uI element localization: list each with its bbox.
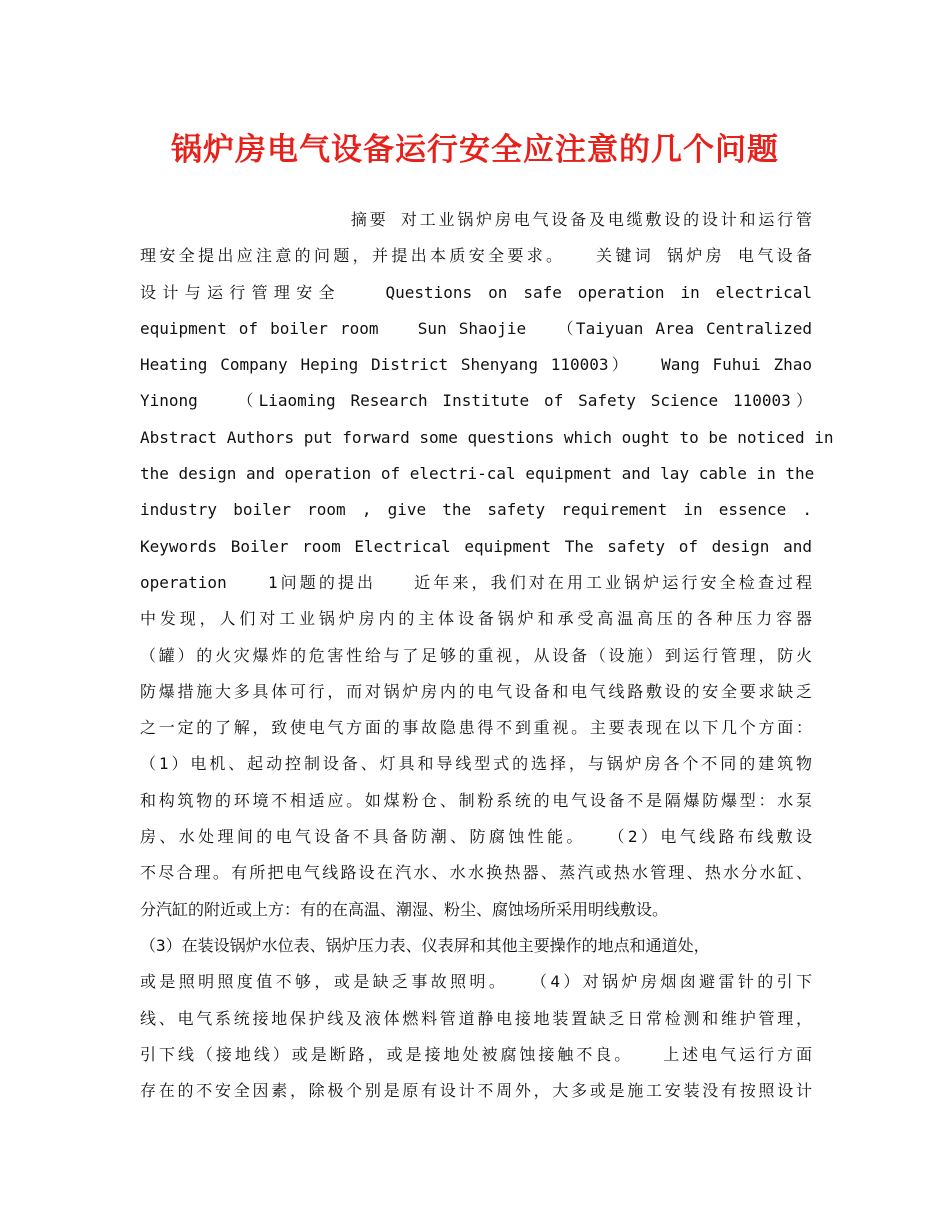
body-line-16: （1）电机、起动控制设备、灯具和导线型式的选择，与锅炉房各个不同的建筑物 <box>140 754 812 774</box>
document-body <box>140 202 834 1109</box>
body-line-9: industry boiler room , give the safety requirement in essence . <box>140 500 812 520</box>
document-title: 锅炉房电气设备运行安全应注意的几个问题 <box>171 132 779 168</box>
body-line-21: （3）在装设锅炉水位表、锅炉压力表、仪表屏和其他主要操作的地点和通道处， <box>140 935 710 955</box>
body-line-10: Keywords Boiler room Electrical equipment The safety of design and <box>140 536 812 556</box>
body-line-12: 中发现，人们对工业锅炉房内的主体设备锅炉和承受高温高压的各种压力容器 <box>140 609 812 629</box>
body-line-24: 引下线（接地线）或是断路，或是接地处被腐蚀接触不良。 上述电气运行方面 <box>140 1044 812 1064</box>
body-line-7: Abstract Authors put forward some questions which ought to be noticed in <box>140 427 834 447</box>
body-line-5: Heating Company Heping District Shenyang 110003） Wang Fuhui Zhao <box>140 355 812 375</box>
body-line-4: equipment of boiler room Sun Shaojie （Taiyuan Area Centralized <box>140 318 812 338</box>
body-line-15: 之一定的了解，致使电气方面的事故隐患得不到重视。主要表现在以下几个方面： <box>140 718 812 738</box>
body-line-20: 分汽缸的附近或上方：有的在高温、潮湿、粉尘、腐蚀场所采用明线敷设。 <box>140 899 669 919</box>
body-line-17: 和构筑物的环境不相适应。如煤粉仓、制粉系统的电气设备不是隔爆防爆型：水泵 <box>140 790 812 810</box>
body-line-8: the design and operation of electri-cal equipment and lay cable in the <box>140 464 815 484</box>
body-line-18: 房、水处理间的电气设备不具备防潮、防腐蚀性能。 （2）电气线路布线敷设 <box>140 827 812 847</box>
body-line-3: 设计与运行管理安全 Questions on safe operation in electrical <box>140 282 812 302</box>
body-line-25: 存在的不安全因素，除极个别是原有设计不周外，大多或是施工安装没有按照设计 <box>140 1081 812 1101</box>
body-line-14: 防爆措施大多具体可行，而对锅炉房内的电气设备和电气线路敷设的安全要求缺乏 <box>140 681 812 701</box>
body-line-23: 线、电气系统接地保护线及液体燃料管道静电接地装置缺乏日常检测和维护管理， <box>140 1008 812 1028</box>
body-line-1: 摘要 对工业锅炉房电气设备及电缆敷设的设计和运行管 <box>348 210 812 229</box>
body-line-13: （罐）的火灾爆炸的危害性给与了足够的重视，从设备（设施）到运行管理，防火 <box>140 645 812 665</box>
body-line-22: 或是照明照度值不够，或是缺乏事故照明。 （4）对锅炉房烟囱避雷针的引下 <box>140 972 812 992</box>
body-line-2: 理安全提出应注意的问题，并提出本质安全要求。 关键词 锅炉房 电气设备 <box>140 246 812 266</box>
body-line-11: operation 1问题的提出 近年来，我们对在用工业锅炉运行安全检查过程 <box>140 572 812 592</box>
body-line-19: 不尽合理。有所把电气线路设在汽水、水水换热器、蒸汽或热水管理、热水分水缸、 <box>140 863 812 883</box>
body-line-6: Yinong （Liaoming Research Institute of Safety Science 110003） <box>140 391 812 411</box>
